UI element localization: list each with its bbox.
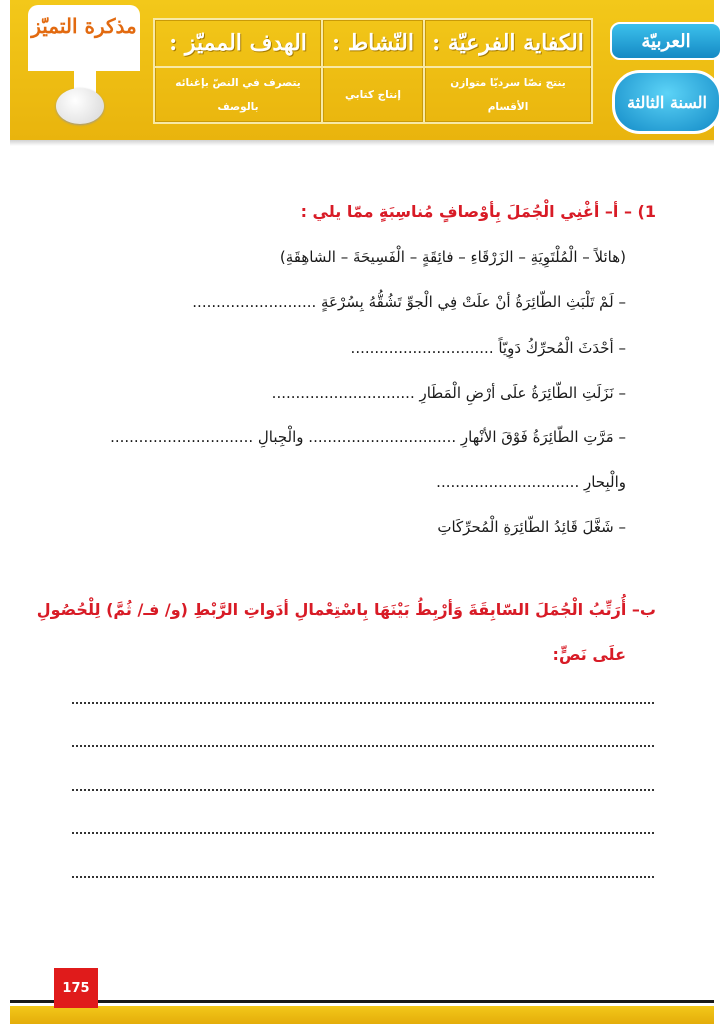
exercise-a-instruction: 1) – أ– أغْنِي الْجُمَلَ بِأوْصافٍ مُناسِبَةٍ ممّا يلي : <box>300 202 656 221</box>
competence-label: الكفاية الفرعيّة : <box>432 30 584 56</box>
word-bank: (هائلاً – الْمُلْتَوِيَةِ – الزَرْقَاءِ – فائِقَةٍ – الْفَسِيحَةَ – الشاهِقَةِ) <box>279 248 626 266</box>
logo-text: مذكرة التميّز <box>31 14 137 38</box>
goal-label: الهدف المميّز : <box>169 30 307 56</box>
answer-line[interactable] <box>72 702 654 704</box>
exercise-b-instruction-continued: علَى نَصٍّ: <box>552 645 626 664</box>
activity-value: إنتاج كتابي <box>323 66 423 122</box>
sentence-3: – نَزَلَتِ الطّائِرَةُ علَى أرْضِ الْمَطَارِ .............................. <box>271 384 626 402</box>
footer-divider <box>10 1000 714 1003</box>
sentence-4-continued: والْبِحارِ .............................. <box>436 473 626 491</box>
answer-line[interactable] <box>72 745 654 747</box>
sentence-4: – مَرَّتِ الطّائِرَةُ فَوْقَ الأنْهارِ ............................... والْجِبالِ .............................. <box>110 428 626 446</box>
page-number: 175 <box>54 968 98 1008</box>
activity-label: النّشاط : <box>332 30 414 56</box>
competence-value: ينتج نصّا سرديّا متوازن الأقسام <box>425 66 591 122</box>
exercise-b-instruction: ب– أُرَتِّبُ الْجُمَلَ السّابِقَةَ وَأرْبِطُ بَيْنَهَا بِاسْتِعْمالِ أدَواتِ الرَّبْطِ (و/ فـ/ ثُمَّ) لِلْحُصُولِ <box>36 600 656 619</box>
level-badge: السنة الثالثة <box>612 70 722 134</box>
footer-band <box>10 1006 714 1024</box>
activity-box <box>321 18 425 124</box>
goal-box <box>153 18 323 124</box>
sentence-5: – شَغَّلَ قَائِدُ الطّائِرَةِ الْمُحرِّكَاتِ <box>437 518 626 536</box>
sentence-1: – لَمْ تَلْبَثِ الطّائِرَةُ أنْ علَتْ فِي الْجوِّ تَشُقُّهُ بِسُرْعَةٍ .......................... <box>192 293 626 311</box>
goal-value: يتصرف في النصّ بإغنائه بالوصف <box>155 66 321 122</box>
answer-line[interactable] <box>72 832 654 834</box>
answer-line[interactable] <box>72 789 654 791</box>
logo-ball-icon <box>56 88 104 124</box>
subject-badge: العربيّة <box>610 22 722 60</box>
page-header <box>10 0 714 140</box>
sentence-2: – أحْدَثَ الْمُحرِّكُ دَوِيّاً .............................. <box>350 339 626 357</box>
answer-line[interactable] <box>72 876 654 878</box>
competence-box <box>423 18 593 124</box>
